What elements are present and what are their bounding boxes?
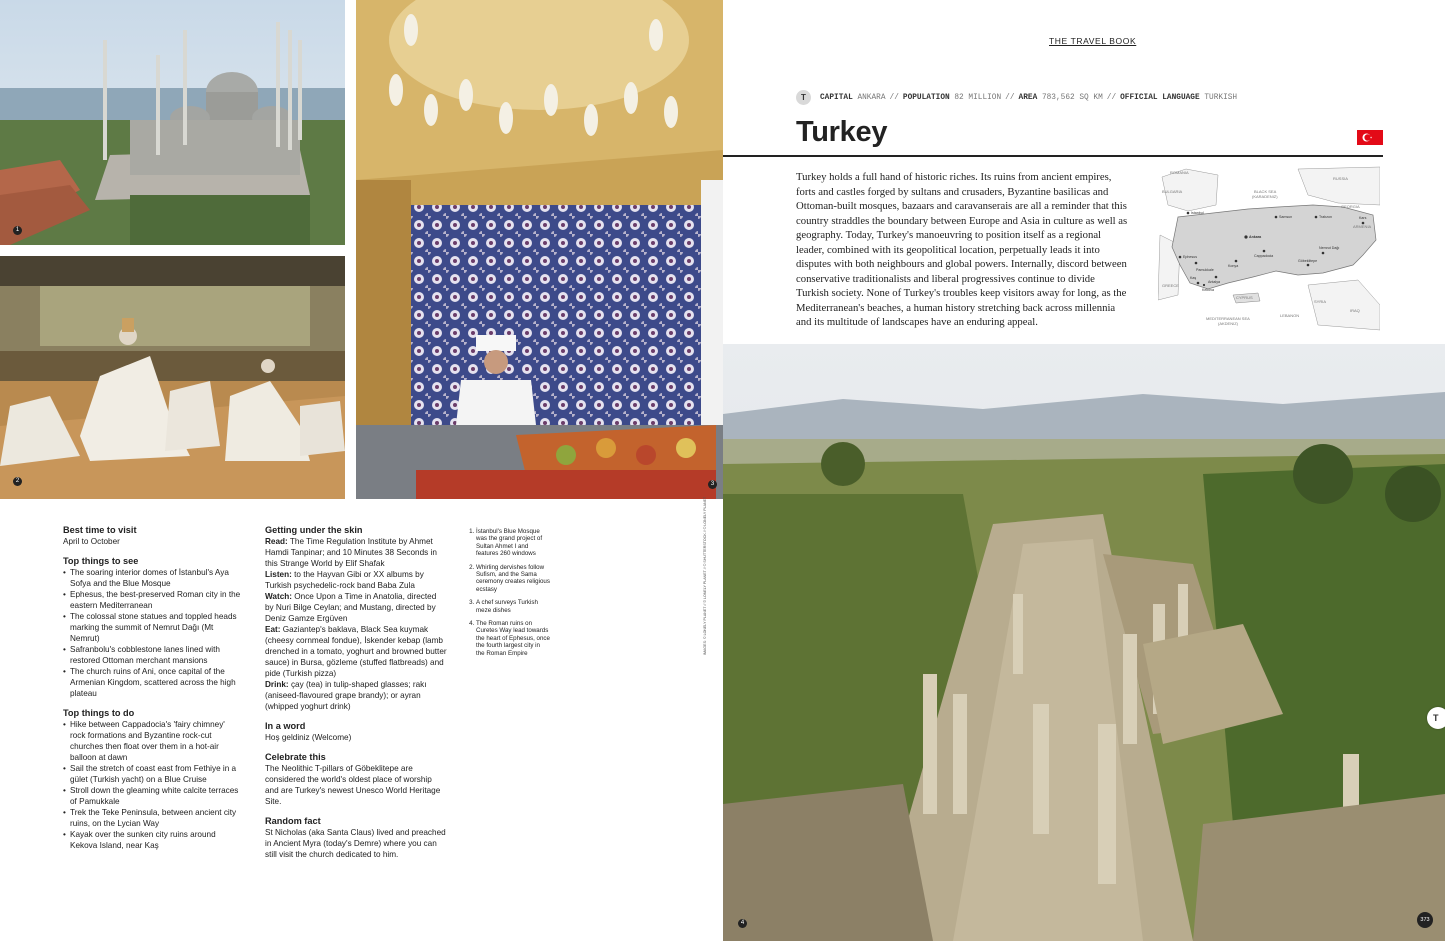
celebrate-heading: Celebrate this: [265, 752, 326, 762]
turkey-flag-icon: [1357, 130, 1383, 145]
image-credits: IMAGES: © LONELY PLANET // © LONELY PLANET // © SHUTTERSTOCK // © LONELY PLANET: [703, 496, 707, 655]
section-tab[interactable]: T: [1427, 707, 1445, 729]
fact-value: 783,562 SQ KM: [1041, 93, 1103, 102]
photo-number: 2: [13, 477, 22, 486]
map-label: Göbeklitepe: [1298, 259, 1318, 263]
do-list: [63, 719, 241, 851]
map-label: LEBANON: [1280, 313, 1300, 318]
running-head: THE TRAVEL BOOK: [1049, 36, 1137, 46]
map-label: Cappadocia: [1254, 254, 1274, 258]
caption-2: 2. Whirling dervishes follow Sufism, and the Sama ceremony creates religious ecstasy: [476, 564, 550, 594]
map-label: Nemrut Dağı: [1319, 246, 1340, 250]
page-number: 373: [1417, 912, 1433, 928]
map-label: Ephesus: [1183, 255, 1197, 259]
photo-number: 3: [708, 480, 717, 489]
map-label: Kaş: [1190, 276, 1197, 280]
skin-eat: Eat: Gaziantep's baklava, Black Sea kuymak (cheesy cornmeal fondue), İskender kebap (lamb drenched in a tomato, yoghurt and browned butter sauce) in Bursa, gözleme (stuffed flatbreads) and pide (Turkish pizza): [265, 625, 447, 678]
country-title: Turkey: [796, 116, 888, 148]
map-label: MEDITERRANEAN SEA: [1206, 316, 1250, 321]
map-label: ROMANIA: [1170, 170, 1189, 175]
word-text: Hoş geldiniz (Welcome): [265, 733, 352, 742]
map-label: Kars: [1359, 216, 1367, 220]
map-label: Istanbul: [1191, 211, 1204, 215]
skin-watch: Watch: Once Upon a Time in Anatolia, directed by Nuri Bilge Ceylan; and Mustang, directed by Deniz Gamze Ergüven: [265, 592, 437, 623]
info-column-1: [63, 524, 241, 859]
caption-1: 1. İstanbul's Blue Mosque was the grand project of Sultan Ahmet I and features 260 windows: [476, 528, 550, 558]
intro-paragraph: Turkey holds a full hand of historic riches. Its ruins from ancient empires, forts and castles forged by sultans and crusaders, Byzantine basilicas and Ottoman-built mosques, bazaars and caravanserais are all a reminder that this country straddles the boundary between Europe and Asia in culture as well as geography. Today, Turkey's manoeuvring to position itself as a regional leader, combined with its geopolitical location, perpetually leads it into disputes with both neighbours and global powers. Internally, discord between conservative traditionalists and liberal progressives continue to divide Turkish society. None of Turkey's troubles keep visitors away for long, as the Mediterranean's beaches, a human history stretching back across millennia and its multitude of landscapes have an enduring appeal.: [796, 171, 1128, 328]
caption-3: 3. A chef surveys Turkish meze dishes: [476, 599, 550, 614]
do-heading: Top things to do: [63, 708, 135, 718]
info-column-2: [265, 524, 447, 868]
country-map: [1158, 165, 1380, 335]
map-label: Konya: [1228, 264, 1239, 268]
see-heading: Top things to see: [63, 556, 139, 566]
map-label: GEORGIA: [1341, 204, 1360, 209]
map-label: Ankara: [1249, 235, 1262, 239]
fact-separator: //: [1106, 93, 1117, 102]
list-item: • The church ruins of Ani, once capital of the Armenian Kingdom, scattered across the high plateau: [70, 666, 241, 699]
map-label: BLACK SEA: [1254, 189, 1277, 194]
photo-number: 1: [13, 226, 22, 235]
map-label: (AKDENIZ): [1218, 321, 1238, 326]
skin-read: Read: The Time Regulation Institute by Ahmet Hamdi Tanpinar; and 10 Minutes 38 Seconds in this Strange World by Elif Shafak: [265, 537, 437, 568]
map-label: Kekova: [1202, 288, 1214, 292]
map-label: CYPRUS: [1236, 295, 1253, 300]
list-item: • Trek the Teke Peninsula, between ancient city ruins, on the Lycian Way: [70, 807, 241, 829]
caption-4: 4. The Roman ruins on Curetes Way lead towards the heart of Ephesus, once the fourth largest city in the Roman Empire: [476, 620, 550, 657]
list-item: • Ephesus, the best-preserved Roman city in the eastern Mediterranean: [70, 589, 241, 611]
fact-separator: //: [1005, 93, 1015, 102]
map-label: RUSSIA: [1333, 176, 1348, 181]
dervish-photo: [0, 256, 345, 499]
map-label: ARMENIA: [1353, 224, 1372, 229]
country-facts: [796, 90, 1237, 105]
map-label: IRAQ: [1350, 308, 1360, 313]
list-item: • The soaring interior domes of İstanbul's Aya Sofya and the Blue Mosque: [70, 567, 241, 589]
fact-text: St Nicholas (aka Santa Claus) lived and preached in Ancient Myra (today's Demre) where you can still visit the church dedicated to him.: [265, 828, 446, 859]
fact-separator: //: [889, 93, 899, 102]
map-label: Samsun: [1279, 215, 1293, 219]
list-item: • Safranbolu's cobblestone lanes lined with restored Ottoman merchant mansions: [70, 644, 241, 666]
map-label: Pamukkale: [1196, 268, 1214, 272]
map-label: (KARADENIZ): [1252, 194, 1278, 199]
see-list: [63, 567, 241, 699]
fact-label: OFFICIAL LANGUAGE: [1120, 93, 1200, 102]
best-time-heading: Best time to visit: [63, 525, 137, 535]
list-item: • Sail the stretch of coast east from Fethiye in a gület (Turkish yacht) on a Blue Cruise: [70, 763, 241, 785]
fact-label: AREA: [1018, 93, 1038, 102]
ruins-photo: [723, 344, 1445, 941]
skin-heading: Getting under the skin: [265, 525, 363, 535]
fact-value: 82 MILLION: [954, 93, 1002, 102]
fact-value: TURKISH: [1204, 93, 1238, 102]
fact-value: ANKARA: [857, 93, 886, 102]
list-item: • The colossal stone statues and toppled heads marking the summit of Nemrut Dağı (Mt Nemrut): [70, 611, 241, 644]
chef-photo: [356, 0, 723, 499]
photo-number: 4: [738, 919, 747, 928]
skin-drink: Drink: çay (tea) in tulip-shaped glasses; rakı (aniseed-flavoured grape brandy); or ayran (whipped yoghurt drink): [265, 680, 427, 711]
map-label: SYRIA: [1314, 299, 1327, 304]
map-label: GREECE: [1162, 283, 1179, 288]
fact-heading: Random fact: [265, 816, 321, 826]
list-item: • Kayak over the sunken city ruins around Kekova Island, near Kaş: [70, 829, 241, 851]
title-rule: [723, 155, 1383, 157]
map-label: Antalya: [1208, 280, 1220, 284]
celebrate-text: The Neolithic T-pillars of Göbeklitepe are considered the world's oldest place of worship and are Turkey's newest Unesco World Heritage Site.: [265, 764, 441, 806]
map-label: BULGARIA: [1162, 189, 1183, 194]
list-item: • Stroll down the gleaming white calcite terraces of Pamukkale: [70, 785, 241, 807]
skin-listen: Listen: to the Hayvan Gibi or XX albums by Turkish psychedelic-rock band Baba Zula: [265, 570, 424, 590]
list-item: • Hike between Cappadocia's 'fairy chimney' rock formations and Byzantine rock-cut churches then float over them in a hot-air balloon at dawn: [70, 719, 241, 763]
map-label: Trabzon: [1319, 215, 1333, 219]
letter-badge: T: [796, 90, 811, 105]
word-heading: In a word: [265, 721, 306, 731]
photo-captions: [468, 528, 550, 663]
fact-label: POPULATION: [902, 93, 950, 102]
fact-label: CAPITAL: [820, 93, 853, 102]
best-time-value: April to October: [63, 537, 120, 546]
mosque-photo: [0, 0, 345, 245]
